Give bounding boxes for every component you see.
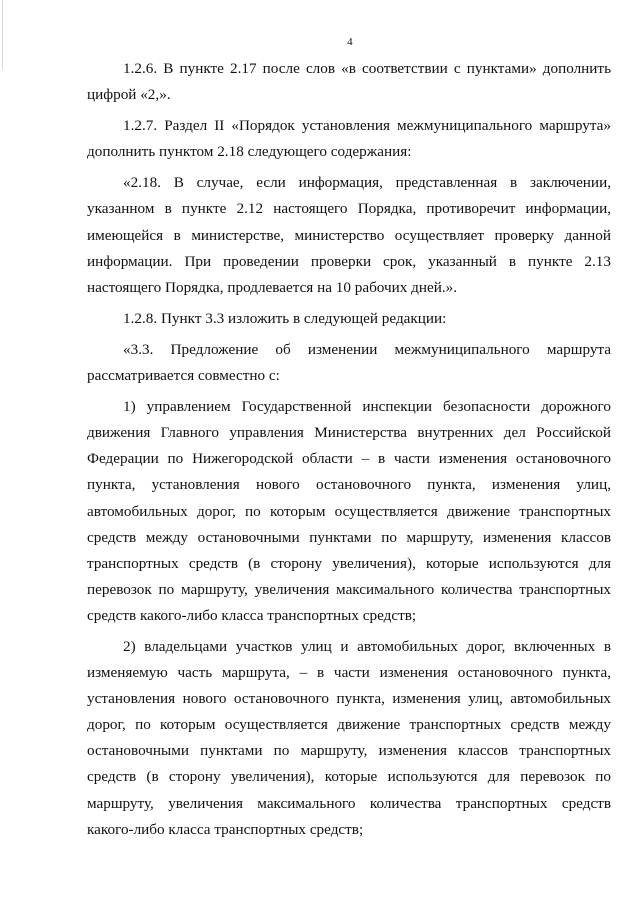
text-line: дорог, по которым осуществляется движение транспортных средств между bbox=[87, 716, 611, 734]
paragraph-p-1-2-7 bbox=[87, 113, 611, 165]
page-number: 4 bbox=[347, 36, 353, 48]
text-line: указанном в пункте 2.12 настоящего Порядка, противоречит информации, bbox=[87, 200, 611, 218]
text-line: дополнить пунктом 2.18 следующего содержания: bbox=[87, 143, 412, 161]
text-line: транспортных средств (в сторону увеличения), которые используются для bbox=[87, 554, 611, 572]
text-line: 2) владельцами участков улиц и автомобильных дорог, включенных в bbox=[123, 637, 611, 655]
text-line: цифрой «2,». bbox=[87, 86, 171, 104]
text-line: средств между остановочными пунктами по маршруту, изменения классов bbox=[87, 528, 611, 546]
text-line: установления нового остановочного пункта, изменения улиц, автомобильных bbox=[87, 690, 611, 708]
text-line: настоящего Порядка, продлевается на 10 рабочих дней.». bbox=[87, 278, 458, 296]
text-line: движения Главного управления Министерства внутренних дел Российской bbox=[87, 424, 611, 442]
text-line: имеющейся в министерстве, министерство осуществляет проверку данной bbox=[87, 226, 611, 244]
text-line: какого-либо класса транспортных средств; bbox=[87, 820, 364, 838]
text-line: информации. При проведении проверки срок, указанный в пункте 2.13 bbox=[87, 252, 611, 270]
paragraph-p-item-1 bbox=[87, 394, 611, 629]
paragraph-p-1-2-6 bbox=[87, 56, 611, 108]
text-line: 1.2.6. В пункте 2.17 после слов «в соответствии с пунктами» дополнить bbox=[123, 60, 611, 77]
text-line: Федерации по Нижегородской области – в части изменения остановочного bbox=[87, 450, 611, 468]
text-line: пункта, установления нового остановочного пункта, изменения улиц, bbox=[87, 476, 611, 494]
paragraph-p-3-3 bbox=[87, 337, 611, 389]
text-line: 1.2.7. Раздел II «Порядок установления межмуниципального маршрута» bbox=[123, 117, 611, 135]
text-line: средств какого-либо класса транспортных средств; bbox=[87, 606, 417, 624]
text-line: рассматривается совместно с: bbox=[87, 367, 280, 385]
text-line: остановочными пунктами по маршруту, изменения классов транспортных bbox=[87, 742, 611, 760]
text-line: 1.2.8. Пункт 3.3 изложить в следующей редакции: bbox=[123, 309, 447, 327]
scan-edge-line bbox=[2, 0, 3, 70]
text-line: перевозок по маршруту, увеличения максимального количества транспортных bbox=[87, 580, 611, 598]
text-line: маршруту, увеличения максимального количества транспортных средств bbox=[87, 794, 611, 812]
paragraph-p-item-2 bbox=[87, 634, 611, 843]
text-line: средств (в сторону увеличения), которые используются для перевозок по bbox=[87, 768, 611, 786]
text-line: изменяемую часть маршрута, – в части изменения остановочного пункта, bbox=[87, 664, 611, 682]
document-body bbox=[87, 56, 611, 843]
text-line: «2.18. В случае, если информация, представленная в заключении, bbox=[123, 174, 611, 192]
text-line: «3.3. Предложение об изменении межмуниципального маршрута bbox=[123, 340, 611, 358]
text-line: автомобильных дорог, по которым осуществляется движение транспортных bbox=[87, 502, 611, 520]
paragraph-p-2-18 bbox=[87, 170, 611, 300]
paragraph-p-1-2-8 bbox=[87, 306, 611, 332]
text-line: 1) управлением Государственной инспекции безопасности дорожного bbox=[123, 398, 611, 416]
